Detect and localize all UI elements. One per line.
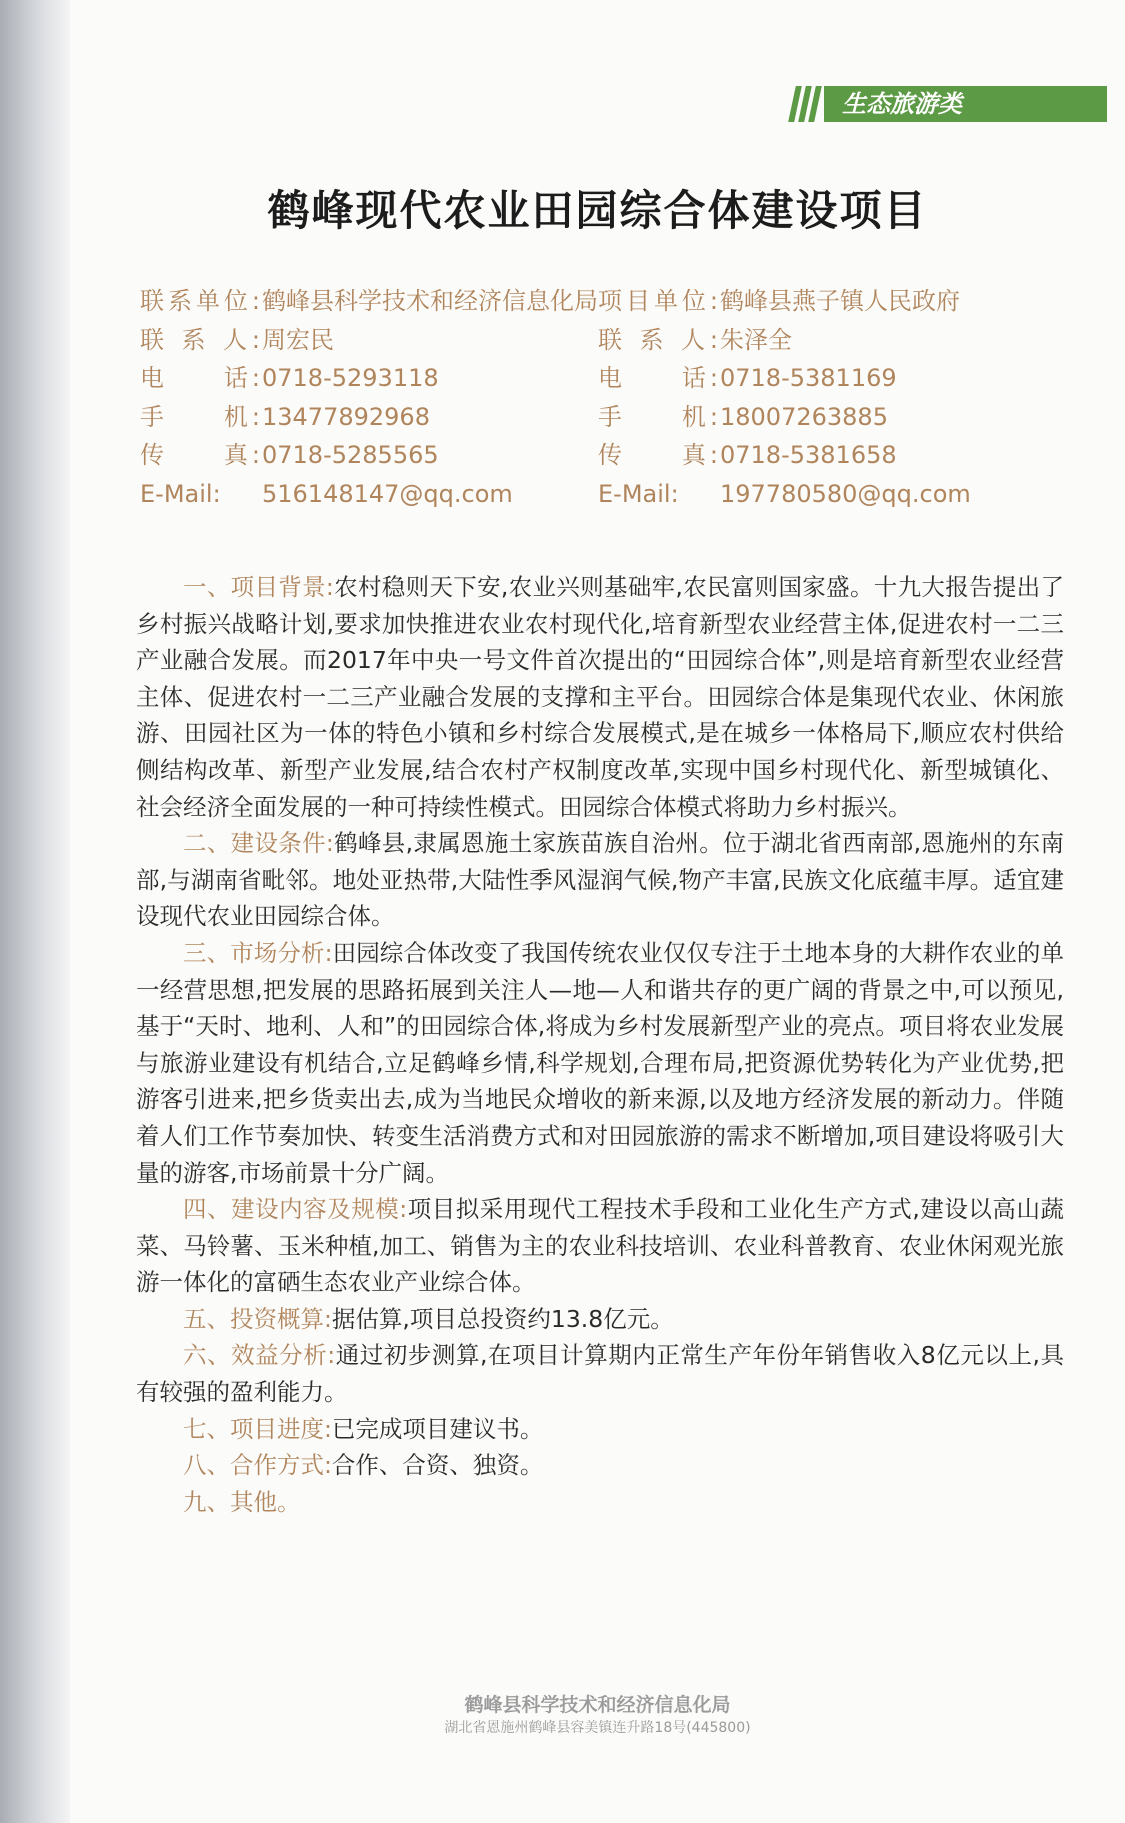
contact-value: 0718-5285565 [262,441,439,469]
section-paragraph [136,569,1064,825]
section-text: 据估算,项目总投资约13.8亿元。 [331,1304,674,1333]
section-heading: 二、建设条件: [183,829,334,858]
contact-column-left [140,282,598,513]
contact-value: 13477892968 [262,402,430,431]
section-heading: 三、市场分析: [183,938,333,967]
contact-label: 手 机: [140,402,260,431]
section-paragraph [136,1301,1064,1338]
contact-email: 516148147@qq.com [262,479,513,508]
contact-label: 传 真: [140,441,260,469]
contact-label: 电 话: [140,364,260,392]
contact-row [140,475,598,514]
contact-row [140,436,598,475]
section-text: 合作、合资、独资。 [331,1451,544,1480]
contact-row [598,475,1040,514]
contact-label: 手 机: [598,402,718,431]
footer-organization: 鹤峰县科学技术和经济信息化局 [464,1694,731,1716]
section-paragraph [136,935,1064,1191]
category-label: 生态旅游类 [824,86,1107,122]
contact-row [140,359,598,398]
page-title: 鹤峰现代农业田园综合体建设项目 [267,186,928,235]
contact-value: 朱泽全 [720,325,792,354]
section-paragraph [136,1191,1064,1301]
contact-row [598,359,1040,398]
book-binding-shadow [0,0,70,1823]
contact-email: 197780580@qq.com [720,479,971,508]
contact-value: 0718-5381658 [720,441,897,469]
section-heading: 五、投资概算: [183,1304,332,1333]
section-text: 田园综合体改变了我国传统农业仅仅专注于土地本身的大耕作农业的单一经营思想,把发展的思路拓展到关注人—地—人和谐共存的更广阔的背景之中,可以预见,基于“天时、地利、人和”的田园综合体,将成为乡村发展新型产业的亮点。项目将农业发展与旅游业建设有机结合,立足鹤峰乡情,科学规划,合理布局,把资源优势转化为产业优势,把游客引进来,把乡货卖出去,成为当地民众增收的新来源,以及地方经济发展的新动力。伴随着人们工作节奏加快、转变生活消费方式和对田园旅游的需求不断增加,项目建设将吸引大量的游客,市场前景十分广阔。 [136,938,1064,1187]
contact-row [598,321,1040,360]
section-heading: 一、项目背景: [183,573,334,601]
contact-label: E-Mail: [140,479,221,508]
section-paragraph [136,1337,1064,1410]
contact-label: 联 系 人: [598,325,718,354]
contact-row [140,398,598,437]
page-footer [70,1692,1125,1738]
contact-row [140,321,598,360]
section-heading: 七、项目进度: [183,1414,332,1443]
document-page [70,0,1125,1823]
contact-value: 鹤峰县科学技术和经济信息化局 [262,287,598,315]
section-text: 鹤峰县,隶属恩施土家族苗族自治州。位于湖北省西南部,恩施州的东南部,与湖南省毗邻。地处亚热带,大陆性季风湿润气候,物产丰富,民族文化底蕴丰厚。适宜建设现代农业田园综合体。 [136,829,1064,931]
contact-label: 联 系 人: [140,325,260,354]
contact-column-right [598,282,1040,513]
section-text: 已完成项目建议书。 [331,1414,544,1443]
footer-address: 湖北省恩施州鹤峰县容美镇连升路18号(445800) [444,1720,751,1736]
section-paragraph [136,1411,1064,1448]
contact-value: 0718-5381169 [720,364,897,392]
contact-value: 0718-5293118 [262,364,439,392]
contact-label: 项目单位: [598,287,718,315]
contact-label: 电 话: [598,364,718,392]
contact-label: 联系单位: [140,287,260,315]
contact-row [140,282,598,321]
contact-row [598,436,1040,475]
category-banner [792,86,1107,122]
section-text: 农村稳则天下安,农业兴则基础牢,农民富则国家盛。十九大报告提出了乡村振兴战略计划,要求加快推进农业农村现代化,培育新型农业经营主体,促进农村一二三产业融合发展。而2017年中央一号文件首次提出的“田园综合体”,则是培育新型农业经营主体、促进农村一二三产业融合发展的支撑和主平台。田园综合体是集现代农业、休闲旅游、田园社区为一体的特色小镇和乡村综合发展模式,是在城乡一体格局下,顺应农村供给侧结构改革、新型产业发展,结合农村产权制度改革,实现中国乡村现代化、新型城镇化、社会经济全面发展的一种可持续性模式。田园综合体模式将助力乡村振兴。 [136,573,1064,821]
contact-info [140,282,1040,513]
contact-row [598,398,1040,437]
section-paragraph [136,1484,1064,1521]
banner-stripes [792,86,818,122]
section-paragraph [136,825,1064,935]
contact-label: 传 真: [598,441,718,469]
section-heading: 四、建设内容及规模: [183,1195,408,1224]
section-heading: 九、其他。 [183,1487,301,1516]
section-paragraph [136,1447,1064,1484]
contact-row [598,282,1040,321]
contact-value: 周宏民 [262,325,334,354]
section-heading: 八、合作方式: [183,1451,332,1480]
contact-value: 鹤峰县燕子镇人民政府 [720,287,960,315]
section-text: 项目拟采用现代工程技术手段和工业化生产方式,建设以高山蔬菜、马铃薯、玉米种植,加工、销售为主的农业科技培训、农业科普教育、农业休闲观光旅游一体化的富硒生态农业产业综合体。 [136,1195,1064,1297]
contact-label: E-Mail: [598,479,679,508]
section-text: 通过初步测算,在项目计算期内正常生产年份年销售收入8亿元以上,具有较强的盈利能力。 [136,1341,1064,1407]
contact-value: 18007263885 [720,402,888,431]
section-heading: 六、效益分析: [183,1341,336,1370]
project-description [136,569,1064,1520]
